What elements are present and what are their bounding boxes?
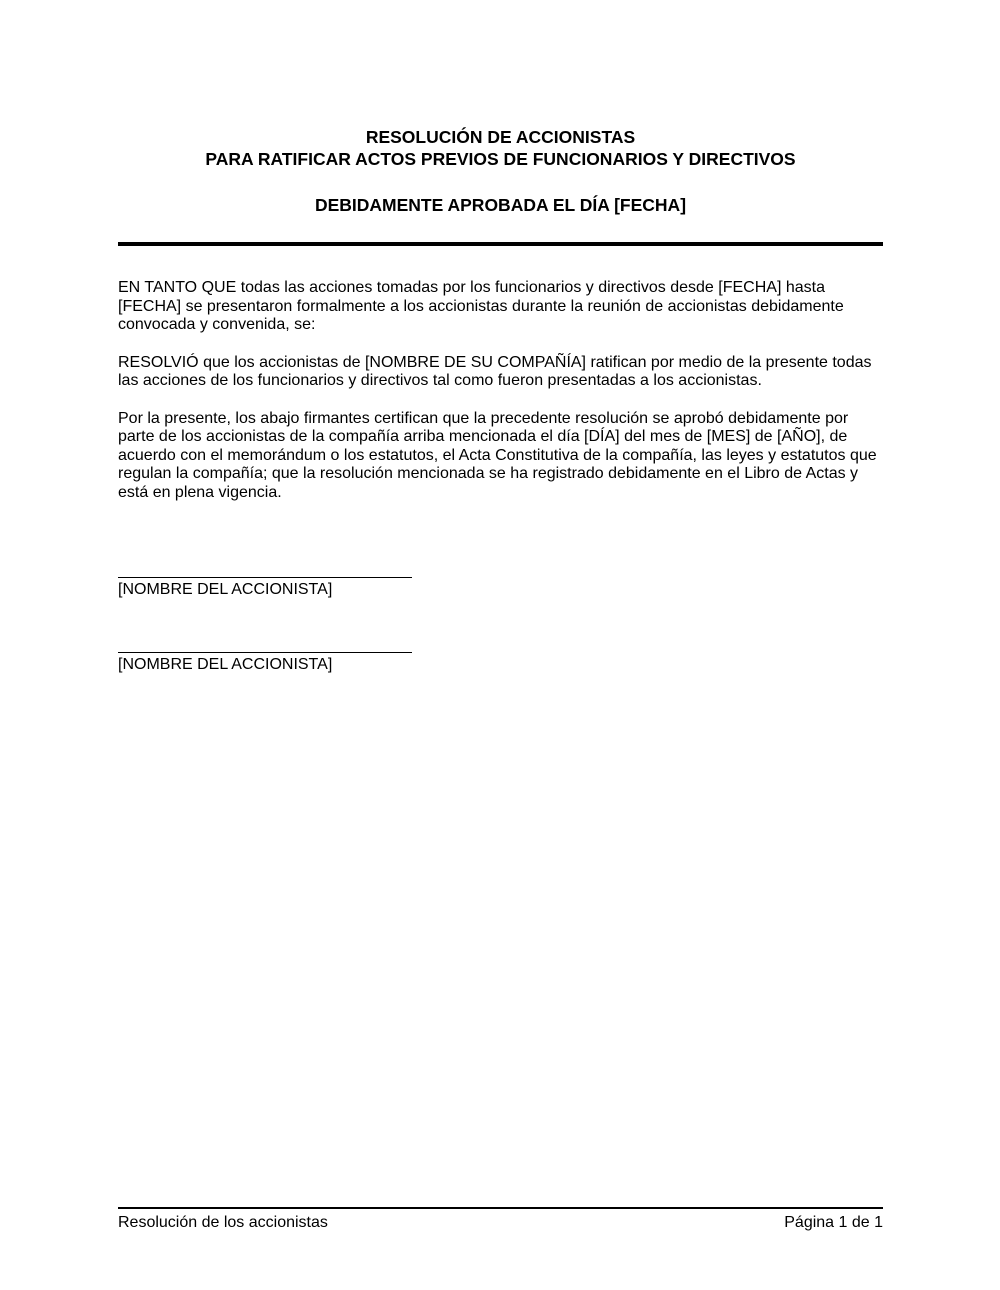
page-footer xyxy=(118,1213,883,1232)
footer-document-title: Resolución de los accionistas xyxy=(118,1214,328,1231)
header-divider xyxy=(118,242,883,246)
footer-divider xyxy=(118,1207,883,1209)
document-header xyxy=(118,126,883,216)
document-body xyxy=(118,279,883,521)
document-title-line-2: PARA RATIFICAR ACTOS PREVIOS DE FUNCIONARIOS Y DIRECTIVOS xyxy=(205,149,796,169)
paragraph-resolved: RESOLVIÓ que los accionistas de [NOMBRE DE SU COMPAÑÍA] ratifican por medio de la presente todas las acciones de los funcionarios y directivos tal como fueron presentadas a los accionistas. xyxy=(118,353,872,390)
document-subtitle: DEBIDAMENTE APROBADA EL DÍA [FECHA] xyxy=(314,195,687,215)
signature-block xyxy=(118,577,412,599)
signatory-name: [NOMBRE DEL ACCIONISTA] xyxy=(118,656,333,673)
signatory-name: [NOMBRE DEL ACCIONISTA] xyxy=(118,581,333,598)
paragraph-whereas: EN TANTO QUE todas las acciones tomadas por los funcionarios y directivos desde [FECHA] hasta [FECHA] se presentaron formalmente a los accionistas durante la reunión de accionistas debidamente convocada y convenida, se: xyxy=(118,279,844,334)
document-title: RESOLUCIÓN DE ACCIONISTAS xyxy=(365,127,636,147)
signature-line xyxy=(118,652,412,653)
signature-block xyxy=(118,652,412,674)
page-number: Página 1 de 1 xyxy=(784,1214,883,1231)
paragraph-certification: Por la presente, los abajo firmantes certifican que la precedente resolución se aprobó debidamente por parte de los accionistas de la compañía arriba mencionada el día [DÍA] del mes de [MES] de [AÑO], de acuerdo con el memorándum o los estatutos, el Acta Constitutiva de la compañía, las leyes y estatutos que regulan la compañía; que la resolución mencionada se ha registrado debidamente en el Libro de Actas y está en plena vigencia. xyxy=(118,409,877,501)
signature-line xyxy=(118,577,412,578)
